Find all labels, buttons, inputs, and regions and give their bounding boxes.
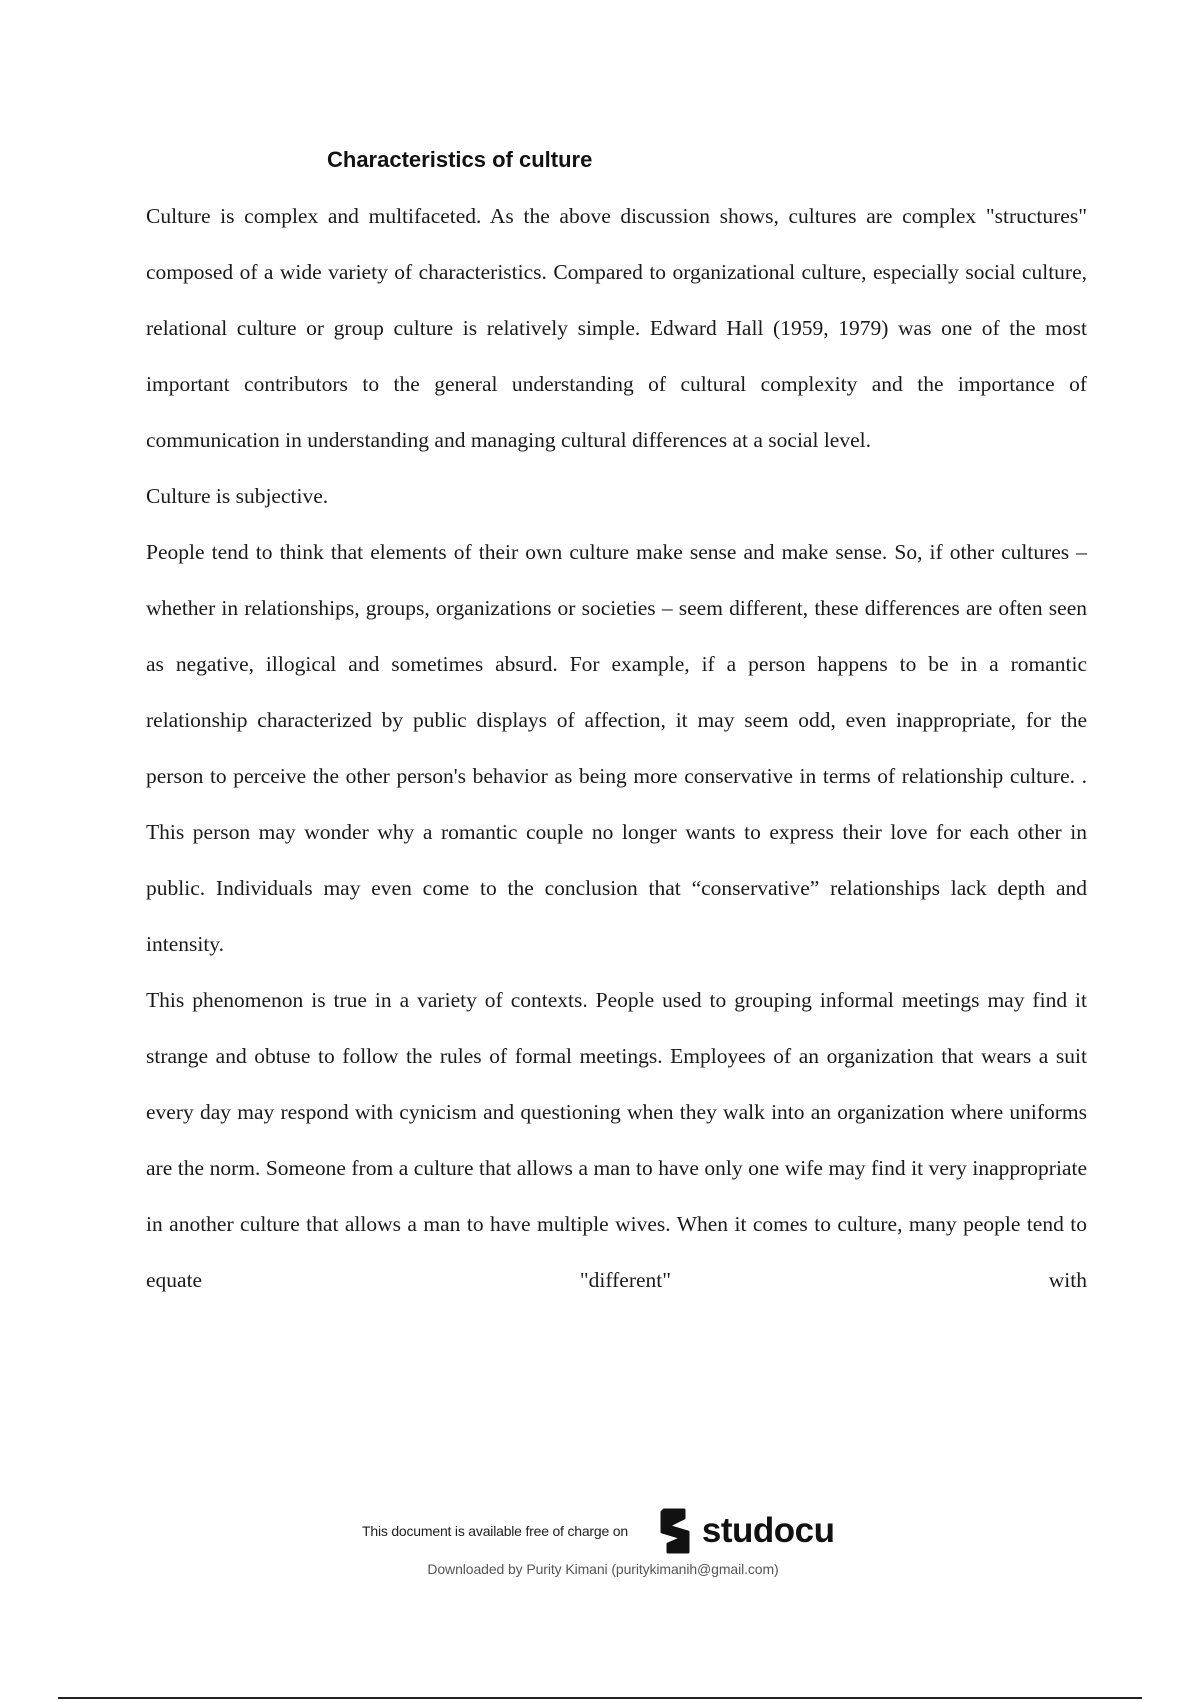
- document-title: Characteristics of culture: [327, 147, 593, 172]
- studocu-wordmark: studocu: [701, 1511, 835, 1550]
- studocu-logo-icon: [654, 1506, 698, 1556]
- page-bottom-divider: [58, 1697, 1142, 1699]
- paragraph-subjective-heading: Culture is subjective.: [146, 484, 329, 508]
- paragraph-contexts: This phenomenon is true in a variety of contexts. People used to grouping informal meetings may find it strange and obtuse to follow the rules of formal meetings. Employees of an organization that wears a suit every day may respond with cynicism and questioning when they walk into an organization where uniforms are the norm. Someone from a culture that allows a man to have only one wife may find it very inappropriate in another culture that allows a man to have multiple wives. When it comes to culture, many people tend to equate "different" with: [146, 988, 1087, 1292]
- document-body: [146, 188, 1087, 1308]
- paragraph-subjective: People tend to think that elements of their own culture make sense and make sense. So, if other cultures – whether in relationships, groups, organizations or societies – seem different, these differences are often seen as negative, illogical and sometimes absurd. For example, if a person happens to be in a romantic relationship characterized by public displays of affection, it may seem odd, even inappropriate, for the person to perceive the other person's behavior as being more conservative in terms of relationship culture. . This person may wonder why a romantic couple no longer wants to express their love for each other in public. Individuals may even come to the conclusion that “conservative” relationships lack depth and intensity.: [146, 540, 1087, 956]
- footer-availability: [362, 1505, 835, 1557]
- paragraph-complex: Culture is complex and multifaceted. As the above discussion shows, cultures are complex "structures" composed of a wide variety of characteristics. Compared to organizational culture, especially social culture, relational culture or group culture is relatively simple. Edward Hall (1959, 1979) was one of the most important contributors to the general understanding of cultural complexity and the importance of communication in understanding and managing cultural differences at a social level.: [146, 204, 1087, 452]
- footer-downloaded-by: Downloaded by Purity Kimani (puritykimanih@gmail.com): [427, 1561, 779, 1577]
- footer-available-text: This document is available free of charge on: [362, 1523, 628, 1539]
- studocu-logo[interactable]: [654, 1506, 835, 1556]
- document-footer: [0, 1505, 1200, 1595]
